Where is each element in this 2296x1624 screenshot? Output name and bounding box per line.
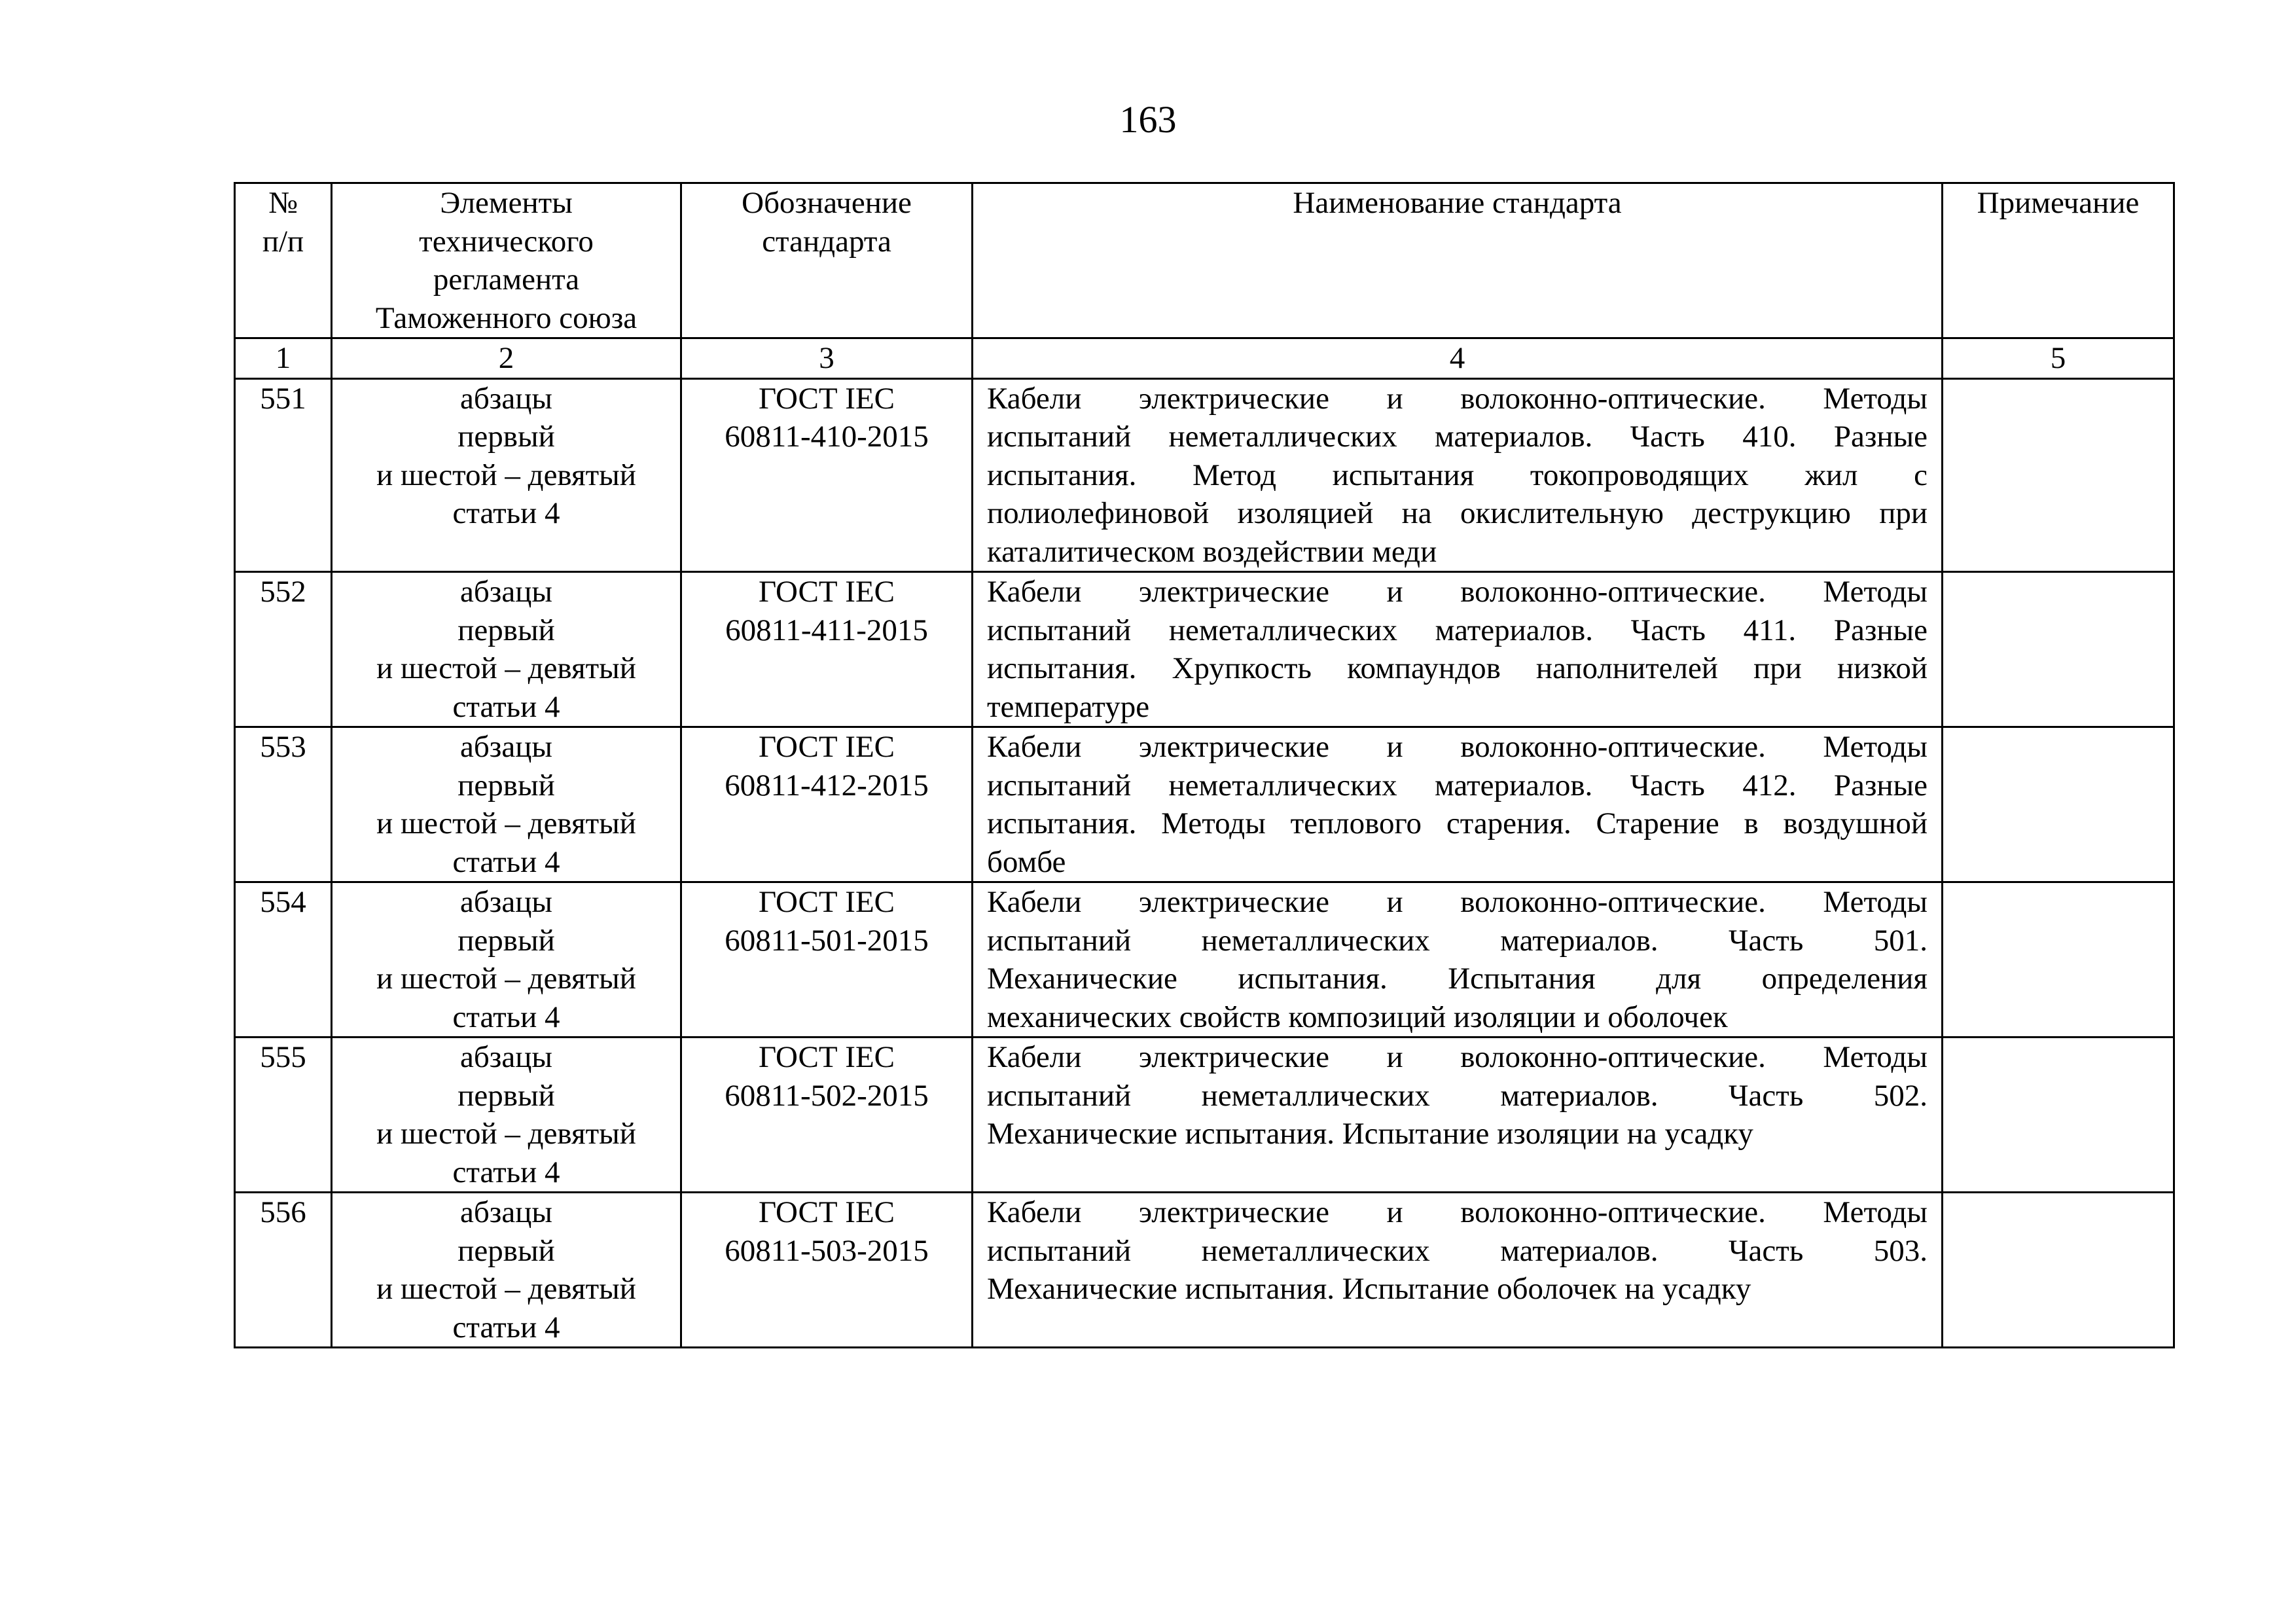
row-standard-name xyxy=(973,882,1943,1038)
standard-name-line: Кабели электрические и волоконно-оптические. Методы xyxy=(987,575,1928,609)
standard-name-line: испытаний неметаллических материалов. Часть 503. xyxy=(987,1233,1928,1268)
standard-name-line: испытания. Метод испытания токопроводящих жил с xyxy=(987,458,1928,492)
row-standard-name xyxy=(973,1038,1943,1193)
standard-name-line: испытания. Хрупкость компаундов наполнителей при низкой xyxy=(987,651,1928,685)
table-row xyxy=(235,882,2174,1038)
row-elements: абзацы первый и шестой – девятый статьи 4 xyxy=(332,727,681,882)
row-elements: абзацы первый и шестой – девятый статьи 4 xyxy=(332,378,681,572)
row-note xyxy=(1943,1193,2174,1348)
standard-name-line: испытаний неметаллических материалов. Часть 412. Разные xyxy=(987,768,1928,803)
standard-name-line: механических свойств композиций изоляции и оболочек xyxy=(987,1000,1728,1034)
table-row xyxy=(235,1038,2174,1193)
row-elements: абзацы первый и шестой – девятый статьи 4 xyxy=(332,882,681,1038)
row-note xyxy=(1943,727,2174,882)
standard-name-line: температуре xyxy=(987,689,1150,724)
row-standard-name xyxy=(973,378,1943,572)
header-elements: Элементы технического регламента Таможенного союза xyxy=(332,183,681,338)
header-designation: Обозначение стандарта xyxy=(681,183,973,338)
row-note xyxy=(1943,378,2174,572)
table-body xyxy=(235,378,2174,1348)
standard-name-line: испытания. Методы теплового старения. Старение в воздушной xyxy=(987,806,1928,840)
row-note xyxy=(1943,882,2174,1038)
standard-name-line: Механические испытания. Испытания для определения xyxy=(987,962,1928,996)
row-number: 552 xyxy=(235,572,332,727)
header-note: Примечание xyxy=(1943,183,2174,338)
standard-name-line: испытаний неметаллических материалов. Часть 410. Разные xyxy=(987,420,1928,454)
row-elements: абзацы первый и шестой – девятый статьи 4 xyxy=(332,572,681,727)
row-number: 551 xyxy=(235,378,332,572)
table-row xyxy=(235,378,2174,572)
row-number: 553 xyxy=(235,727,332,882)
row-elements: абзацы первый и шестой – девятый статьи 4 xyxy=(332,1038,681,1193)
standard-name-line: испытаний неметаллических материалов. Часть 411. Разные xyxy=(987,613,1928,647)
standard-name-line: Кабели электрические и волоконно-оптические. Методы xyxy=(987,885,1928,919)
standard-name-line: испытаний неметаллических материалов. Часть 501. xyxy=(987,923,1928,958)
row-designation: ГОСТ IEC 60811-411-2015 xyxy=(681,572,973,727)
standard-name-line: бомбе xyxy=(987,844,1066,879)
row-designation: ГОСТ IEC 60811-503-2015 xyxy=(681,1193,973,1348)
column-number: 1 xyxy=(235,338,332,379)
column-number: 2 xyxy=(332,338,681,379)
row-designation: ГОСТ IEC 60811-410-2015 xyxy=(681,378,973,572)
standard-name-line: Механические испытания. Испытание оболочек на усадку xyxy=(987,1272,1751,1306)
row-designation: ГОСТ IEC 60811-501-2015 xyxy=(681,882,973,1038)
standard-name-line: Кабели электрические и волоконно-оптические. Методы xyxy=(987,730,1928,764)
header-num: № п/п xyxy=(235,183,332,338)
standard-name-line: Кабели электрические и волоконно-оптические. Методы xyxy=(987,1040,1928,1074)
row-number: 555 xyxy=(235,1038,332,1193)
column-number: 5 xyxy=(1943,338,2174,379)
row-number: 556 xyxy=(235,1193,332,1348)
standard-name-line: Кабели электрические и волоконно-оптические. Методы xyxy=(987,1195,1928,1229)
row-designation: ГОСТ IEC 60811-412-2015 xyxy=(681,727,973,882)
row-designation: ГОСТ IEC 60811-502-2015 xyxy=(681,1038,973,1193)
table-row xyxy=(235,1193,2174,1348)
column-number: 4 xyxy=(973,338,1943,379)
standard-name-line: каталитическом воздействии меди xyxy=(987,534,1437,569)
row-note xyxy=(1943,572,2174,727)
column-numbers-row xyxy=(235,338,2174,379)
standard-name-line: испытаний неметаллических материалов. Часть 502. xyxy=(987,1078,1928,1113)
page-number: 163 xyxy=(1119,98,1177,141)
row-note xyxy=(1943,1038,2174,1193)
standard-name-line: Кабели электрические и волоконно-оптические. Методы xyxy=(987,381,1928,416)
row-standard-name xyxy=(973,572,1943,727)
standard-name-line: полиолефиновой изоляцией на окислительную деструкцию при xyxy=(987,496,1928,530)
row-standard-name xyxy=(973,727,1943,882)
table-row xyxy=(235,727,2174,882)
column-number: 3 xyxy=(681,338,973,379)
row-standard-name xyxy=(973,1193,1943,1348)
row-elements: абзацы первый и шестой – девятый статьи 4 xyxy=(332,1193,681,1348)
row-number: 554 xyxy=(235,882,332,1038)
standard-name-line: Механические испытания. Испытание изоляции на усадку xyxy=(987,1117,1753,1151)
standards-table xyxy=(234,182,2175,1348)
header-name: Наименование стандарта xyxy=(973,183,1943,338)
table-row xyxy=(235,572,2174,727)
table-header-row xyxy=(235,183,2174,338)
